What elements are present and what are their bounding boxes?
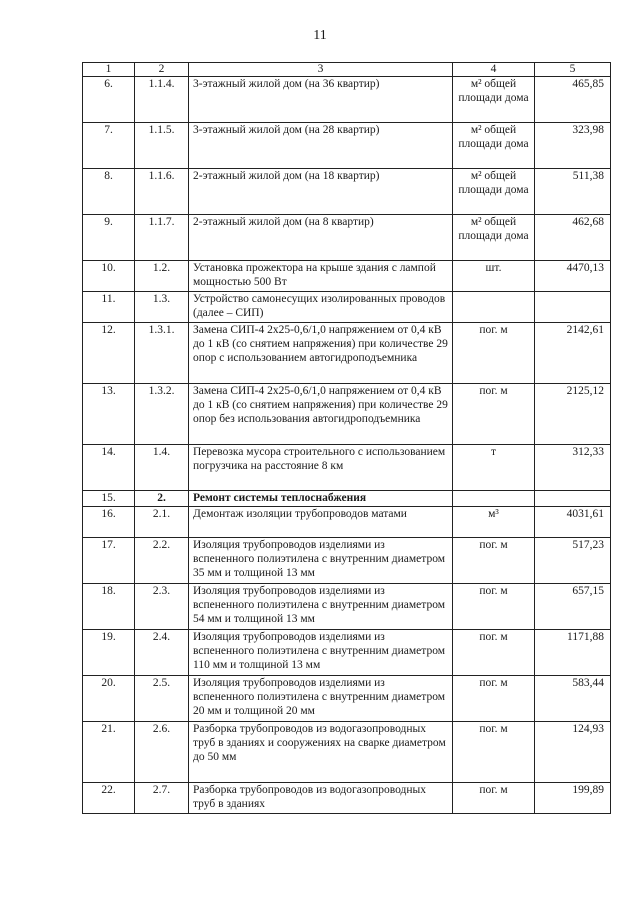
item-code: 2.6. <box>135 722 189 783</box>
work-description: Изоляция трубопроводов изделиями из вспененного полиэтилена с внутренним диаметром 35 мм и толщиной 13 мм <box>189 538 453 584</box>
item-code: 1.4. <box>135 445 189 491</box>
quantity-value: 4031,61 <box>535 507 611 538</box>
row-number: 21. <box>83 722 135 783</box>
row-number: 22. <box>83 783 135 814</box>
quantity-value: 657,15 <box>535 584 611 630</box>
work-description: Ремонт системы теплоснабжения <box>189 491 453 507</box>
quantity-value: 2125,12 <box>535 384 611 445</box>
table-row <box>83 261 611 292</box>
row-number: 11. <box>83 292 135 323</box>
quantity-value <box>535 292 611 323</box>
unit-of-measure: м² общей площади дома <box>453 77 535 123</box>
table-row <box>83 584 611 630</box>
quantity-value: 583,44 <box>535 676 611 722</box>
item-code: 2.7. <box>135 783 189 814</box>
row-number: 9. <box>83 215 135 261</box>
quantity-value: 511,38 <box>535 169 611 215</box>
quantity-value: 4470,13 <box>535 261 611 292</box>
table-row <box>83 538 611 584</box>
item-code: 1.1.6. <box>135 169 189 215</box>
unit-of-measure: м² общей площади дома <box>453 169 535 215</box>
work-description: Изоляция трубопроводов изделиями из вспененного полиэтилена с внутренним диаметром 54 мм и толщиной 13 мм <box>189 584 453 630</box>
work-description: 2-этажный жилой дом (на 18 квартир) <box>189 169 453 215</box>
work-description: Демонтаж изоляции трубопроводов матами <box>189 507 453 538</box>
work-description: 3-этажный жилой дом (на 28 квартир) <box>189 123 453 169</box>
row-number: 14. <box>83 445 135 491</box>
header-col-2: 2 <box>135 63 189 77</box>
unit-of-measure: пог. м <box>453 722 535 783</box>
row-number: 19. <box>83 630 135 676</box>
work-description: Устройство самонесущих изолированных проводов (далее – СИП) <box>189 292 453 323</box>
table-row <box>83 445 611 491</box>
unit-of-measure: пог. м <box>453 630 535 676</box>
work-description: Установка прожектора на крыше здания с лампой мощностью 500 Вт <box>189 261 453 292</box>
unit-of-measure: пог. м <box>453 676 535 722</box>
work-description: Замена СИП-4 2х25-0,6/1,0 напряжением от 0,4 кВ до 1 кВ (со снятием напряжения) при количестве 29 опор без использования автогидроподъемника <box>189 384 453 445</box>
header-col-3: 3 <box>189 63 453 77</box>
table-row <box>83 215 611 261</box>
quantity-value: 312,33 <box>535 445 611 491</box>
unit-of-measure: шт. <box>453 261 535 292</box>
unit-of-measure: т <box>453 445 535 491</box>
table-row <box>83 630 611 676</box>
table-row <box>83 676 611 722</box>
quantity-value: 199,89 <box>535 783 611 814</box>
item-code: 2.4. <box>135 630 189 676</box>
quantity-value: 124,93 <box>535 722 611 783</box>
table-row <box>83 384 611 445</box>
row-number: 7. <box>83 123 135 169</box>
quantity-value: 323,98 <box>535 123 611 169</box>
quantity-value <box>535 491 611 507</box>
row-number: 12. <box>83 323 135 384</box>
header-col-5: 5 <box>535 63 611 77</box>
row-number: 8. <box>83 169 135 215</box>
work-description: Перевозка мусора строительного с использованием погрузчика на расстояние 8 км <box>189 445 453 491</box>
item-code: 1.1.5. <box>135 123 189 169</box>
unit-of-measure: пог. м <box>453 323 535 384</box>
work-description: Изоляция трубопроводов изделиями из вспененного полиэтилена с внутренним диаметром 110 мм и толщиной 13 мм <box>189 630 453 676</box>
work-items-table <box>82 62 611 814</box>
work-description: Разборка трубопроводов из водогазопроводных труб в зданиях <box>189 783 453 814</box>
page-number: 11 <box>313 28 327 43</box>
table-row <box>83 292 611 323</box>
unit-of-measure: пог. м <box>453 584 535 630</box>
quantity-value: 2142,61 <box>535 323 611 384</box>
row-number: 10. <box>83 261 135 292</box>
item-code: 1.3.2. <box>135 384 189 445</box>
header-col-1: 1 <box>83 63 135 77</box>
item-code: 2.5. <box>135 676 189 722</box>
section-row <box>83 491 611 507</box>
item-code: 1.3. <box>135 292 189 323</box>
row-number: 15. <box>83 491 135 507</box>
table-row <box>83 323 611 384</box>
item-code: 2.2. <box>135 538 189 584</box>
work-description: 2-этажный жилой дом (на 8 квартир) <box>189 215 453 261</box>
table-row <box>83 123 611 169</box>
row-number: 17. <box>83 538 135 584</box>
work-description: Изоляция трубопроводов изделиями из вспененного полиэтилена с внутренним диаметром 20 мм и толщиной 20 мм <box>189 676 453 722</box>
row-number: 20. <box>83 676 135 722</box>
row-number: 18. <box>83 584 135 630</box>
item-code: 1.1.7. <box>135 215 189 261</box>
item-code: 1.3.1. <box>135 323 189 384</box>
table-row <box>83 169 611 215</box>
table-row <box>83 783 611 814</box>
unit-of-measure: пог. м <box>453 783 535 814</box>
unit-of-measure: м³ <box>453 507 535 538</box>
item-code: 2.1. <box>135 507 189 538</box>
quantity-value: 465,85 <box>535 77 611 123</box>
item-code: 1.2. <box>135 261 189 292</box>
table-row <box>83 507 611 538</box>
quantity-value: 462,68 <box>535 215 611 261</box>
quantity-value: 1171,88 <box>535 630 611 676</box>
unit-of-measure <box>453 491 535 507</box>
work-description: Разборка трубопроводов из водогазопроводных труб в зданиях и сооружениях на сварке диаметром до 50 мм <box>189 722 453 783</box>
row-number: 13. <box>83 384 135 445</box>
header-col-4: 4 <box>453 63 535 77</box>
item-code: 2. <box>135 491 189 507</box>
item-code: 1.1.4. <box>135 77 189 123</box>
unit-of-measure: пог. м <box>453 538 535 584</box>
unit-of-measure: пог. м <box>453 384 535 445</box>
quantity-value: 517,23 <box>535 538 611 584</box>
work-description: 3-этажный жилой дом (на 36 квартир) <box>189 77 453 123</box>
table-row <box>83 722 611 783</box>
unit-of-measure: м² общей площади дома <box>453 215 535 261</box>
work-description: Замена СИП-4 2х25-0,6/1,0 напряжением от 0,4 кВ до 1 кВ (со снятием напряжения) при количестве 29 опор с использованием автогидроподъемника <box>189 323 453 384</box>
unit-of-measure <box>453 292 535 323</box>
table-body <box>83 77 611 814</box>
item-code: 2.3. <box>135 584 189 630</box>
table-row <box>83 77 611 123</box>
row-number: 6. <box>83 77 135 123</box>
unit-of-measure: м² общей площади дома <box>453 123 535 169</box>
row-number: 16. <box>83 507 135 538</box>
table-header-row <box>83 63 611 77</box>
